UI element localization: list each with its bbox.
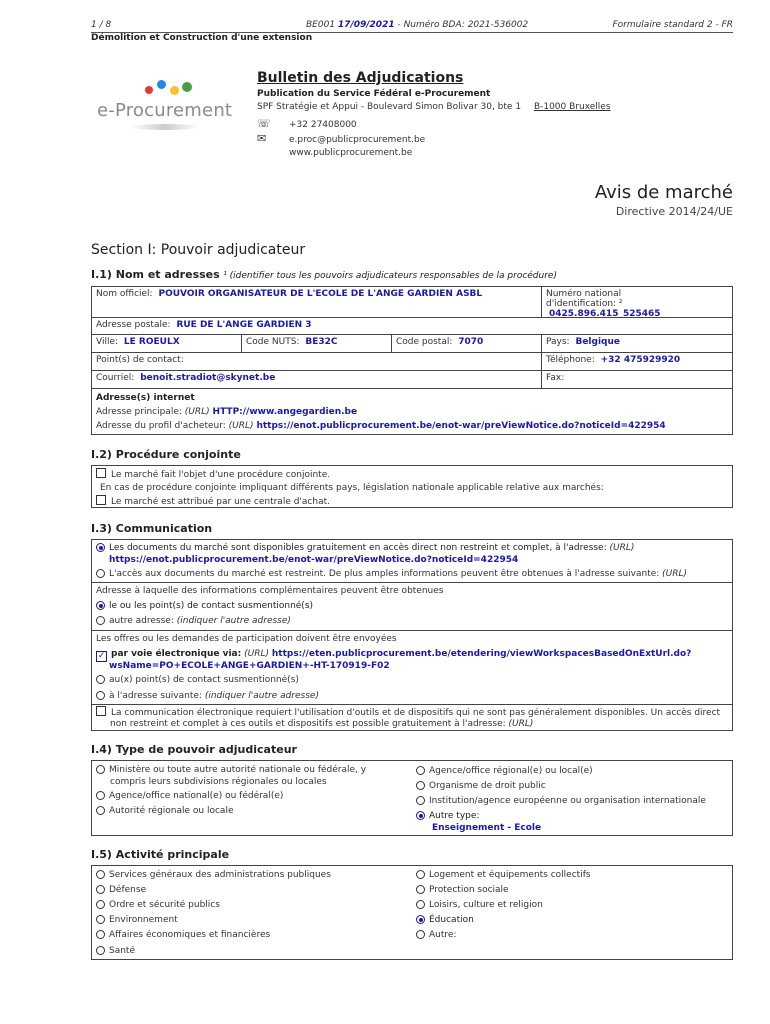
page-number: 1 / 8 [91, 20, 112, 30]
notice-title: Avis de marché [594, 182, 733, 203]
authority-regional-agency-radio[interactable] [416, 766, 425, 775]
etendering-link-cont[interactable]: wsName=PO+ECOLE+ANGE+GARDIEN+-HT-170919-F02 [109, 661, 390, 671]
notice-subject: Démolition et Construction d'une extension [91, 33, 313, 43]
authority-type-box: Ministère ou toute autre autorité nationale ou fédérale, y compris leurs subdivisions régionales ou locales Agence/office national(e) ou fédéral(e) Autorité régionale ou locale Agence/office régional(e) ou local(e) Organisme de droit public Institution/agence européenne ou organisation internationale Autre type: Enseignement - Ecole [91, 760, 733, 836]
activity-economic-radio[interactable] [96, 930, 105, 939]
logo-swoosh [130, 124, 200, 130]
publisher-address: SPF Stratégie et Appui - Boulevard Simon Bolivar 30, bte 1 B-1000 Bruxelles [257, 102, 611, 112]
postal-address: RUE DE L'ANGE GARDIEN 3 [176, 320, 312, 330]
docs-free-radio[interactable] [96, 543, 105, 552]
names-addresses-table: Nom officiel: POUVOIR ORGANISATEUR DE L'ECOLE DE L'ANGE GARDIEN ASBL Numéro national d'identification: ² 0425.896.415_525465 Adresse postale: RUE DE L'ANGE GARDIEN 3 Ville: LE ROEULX Code NUTS: BE32C Code postal: 7070 Pays: Belgique Point(s) de contact: Téléphone: +32 475929920 Courriel: benoit.stradiot@skynet.be Fax: Adresse(s) internet Adresse principale: (URL) HTTP://www.angegardien.be Adresse du profil d'acheteur: (URL) https://enot.publicprocurement.be/enot-war/preViewNotice.do?noticeId=422954 [91, 286, 733, 435]
subsection-heading: I.1) Nom et adresses ¹ (identifier tous les pouvoirs adjudicateurs responsables de la procédure) [91, 268, 557, 281]
subsection-heading: I.4) Type de pouvoir adjudicateur [91, 743, 297, 756]
subsection-heading: I.2) Procédure conjointe [91, 448, 241, 461]
notice-directive: Directive 2014/24/UE [615, 205, 733, 218]
page-header [91, 20, 733, 30]
activity-health-radio[interactable] [96, 946, 105, 955]
nuts-code: BE32C [305, 337, 338, 347]
authority-national-agency-radio[interactable] [96, 791, 105, 800]
activity-general-services-radio[interactable] [96, 870, 105, 879]
authority-other-radio[interactable] [416, 811, 425, 820]
main-address-link[interactable]: HTTP://www.angegardien.be [212, 407, 358, 417]
docs-url-link[interactable]: https://enot.publicprocurement.be/enot-war/preViewNotice.do?noticeId=422954 [109, 555, 519, 565]
main-activity-box: Services généraux des administrations publiques Défense Ordre et sécurité publics Environnement Affaires économiques et financières Santé Logement et équipements collectifs Protection sociale Loisirs, culture et religion Éducation Autre: [91, 865, 733, 960]
official-name: POUVOIR ORGANISATEUR DE L'ECOLE DE L'ANGE GARDIEN ASBL [158, 289, 483, 299]
logo-text: e-Procurement [97, 100, 233, 121]
notice-reference: BE001 17/09/2021 - Numéro BDA: 2021-536002 [306, 20, 529, 30]
activity-housing-radio[interactable] [416, 870, 425, 879]
publisher-phone: ☏ +32 27408000 [257, 117, 357, 130]
activity-leisure-radio[interactable] [416, 900, 425, 909]
offers-address-radio[interactable] [96, 691, 105, 700]
joint-procedure-box: Le marché fait l'objet d'une procédure conjointe. En cas de procédure conjointe impliquant différents pays, législation nationale applicable relative aux marchés: Le marché est attribué par une centrale d'achat. [91, 465, 733, 508]
publisher-email: ✉ e.proc@publicprocurement.be [257, 132, 426, 145]
country: Belgique [575, 337, 620, 347]
form-name: Formulaire standard 2 - FR [612, 20, 733, 30]
subsection-heading: I.5) Activité principale [91, 848, 230, 861]
phone-icon: ☏ [257, 117, 271, 130]
publisher-web: www.publicprocurement.be [289, 148, 413, 158]
info-contact-radio[interactable] [96, 601, 105, 610]
activity-environment-radio[interactable] [96, 915, 105, 924]
docs-restricted-radio[interactable] [96, 569, 105, 578]
electronic-submission-checkbox[interactable]: ✓ [97, 651, 106, 661]
authority-other-value: Enseignement - Ecole [432, 823, 542, 833]
city: LE ROEULX [123, 337, 180, 347]
activity-social-protection-radio[interactable] [416, 885, 425, 894]
communication-box: Les documents du marché sont disponibles gratuitement en accès direct non restreint et complet, à l'adresse: (URL) https://enot.publicprocurement.be/enot-war/preViewNotice.do?noticeId=422954 L'accès aux documents du marché est restreint. De plus amples informations peuvent être obtenues à l'adresse suivante: (URL) Adresse à laquelle des informations complémentaires peuvent être obtenues le ou les point(s) de contact susmentionné(s) autre adresse: (indiquer l'autre adresse) Les offres ou les demandes de participation doivent être envoyées ✓ par voie électronique via: (URL) https://eten.publicprocurement.be/etendering/viewWorkspacesBasedOnExtUrl.do? wsName=PO+ECOLE+ANGE+GARDIEN+-HT-170919-F02 au(x) point(s) de contact susmentionné(s) à l'adresse suivante: (indiquer l'autre adresse) La communication électronique requiert l'utilisation d'outils et de dispositifs qui ne sont pas généralement disponibles. Un accès direct non restreint et complet à ces outils et dispositifs est possible gratuitement à l'adresse: (URL) [91, 539, 733, 731]
buyer-profile-link[interactable]: https://enot.publicprocurement.be/enot-war/preViewNotice.do?noticeId=422954 [256, 421, 666, 431]
special-tools-checkbox[interactable] [96, 706, 106, 716]
central-purchasing-checkbox[interactable] [96, 495, 106, 505]
contact-email: benoit.stradiot@skynet.be [140, 373, 276, 383]
authority-public-law-radio[interactable] [416, 781, 425, 790]
subsection-heading: I.3) Communication [91, 522, 213, 535]
activity-public-order-radio[interactable] [96, 900, 105, 909]
activity-defense-radio[interactable] [96, 885, 105, 894]
offers-contact-radio[interactable] [96, 675, 105, 684]
bulletin-title: Bulletin des Adjudications [257, 70, 464, 86]
joint-procedure-checkbox[interactable] [96, 468, 106, 478]
authority-eu-radio[interactable] [416, 796, 425, 805]
authority-ministry-radio[interactable] [96, 765, 105, 774]
section-title: Section I: Pouvoir adjudicateur [91, 242, 306, 258]
activity-education-radio[interactable] [416, 915, 425, 924]
etendering-link[interactable]: https://eten.publicprocurement.be/etendering/viewWorkspacesBasedOnExtUrl.do? [271, 649, 692, 659]
publisher: Publication du Service Fédéral e-Procurement [257, 89, 491, 99]
contact-phone: +32 475929920 [600, 355, 681, 365]
activity-other-radio[interactable] [416, 930, 425, 939]
postal-code: 7070 [458, 337, 484, 347]
envelope-icon: ✉ [257, 132, 267, 145]
info-other-radio[interactable] [96, 616, 105, 625]
national-id: 0425.896.415_525465 [549, 309, 661, 319]
authority-regional-radio[interactable] [96, 806, 105, 815]
